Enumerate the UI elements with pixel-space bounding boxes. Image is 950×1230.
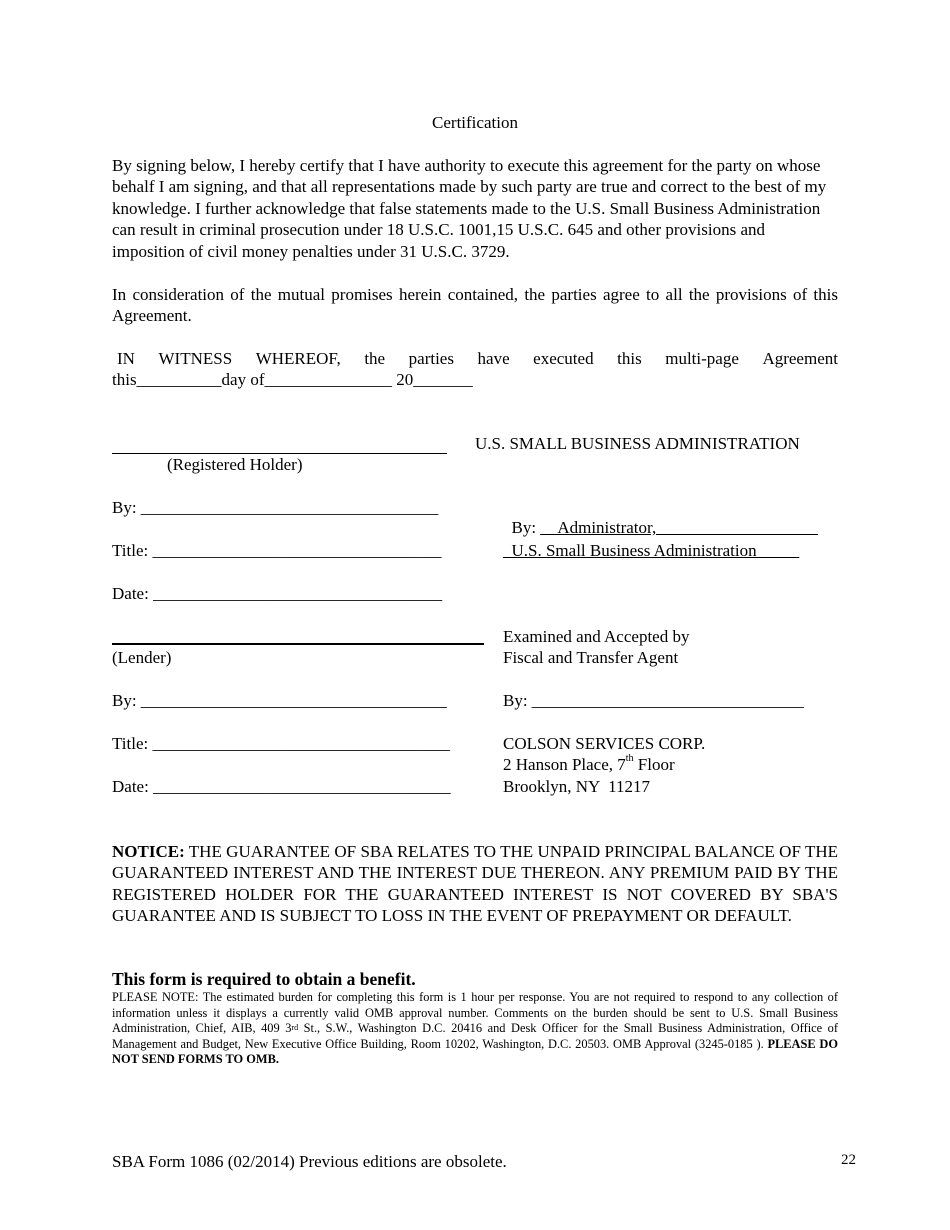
witness-word: WITNESS: [158, 349, 233, 368]
sba-by-value: __Administrator,___________________: [540, 518, 818, 537]
burden-warning: PLEASE DO NOT SEND FORMS TO OMB.: [112, 1036, 839, 1067]
burden-text-1: PLEASE NOTE: The estimated burden for completing this form is 1 hour per response. You are not required to respond to any collection of information unless it displays a currently valid OMB approval number. Comments on the burden should be sent to U.S. Small Business Administration, Chief, AIB, 409 3: [112, 990, 838, 1036]
sba-heading: U.S. SMALL BUSINESS ADMINISTRATION: [475, 434, 800, 453]
benefit-heading: This form is required to obtain a benefit.: [112, 969, 416, 989]
burden-text-2: St., S.W., Washington D.C. 20416 and Desk Officer for the Small Business Administration, Office of Management and Budget, New Executive Office Building, Room 10202, Washington, D.C. 20503. OMB Approval (3245-0185 ).: [112, 1021, 838, 1051]
lender-title-field[interactable]: Title: ___________________________________: [112, 734, 450, 753]
registered-holder-signature-line[interactable]: [112, 453, 447, 454]
sba-by-label: By:: [511, 518, 541, 537]
notice-paragraph: [112, 841, 838, 927]
lender-by-field[interactable]: By: ____________________________________: [112, 691, 447, 710]
witness-word: Agreement: [762, 349, 838, 368]
agent-name: COLSON SERVICES CORP.: [503, 734, 706, 753]
notice-text: THE GUARANTEE OF SBA RELATES TO THE UNPAID PRINCIPAL BALANCE OF THE GUARANTEED INTEREST AND THE INTEREST DUE THEREON. ANY PREMIUM PAID BY THE REGISTERED HOLDER FOR THE GUARANTEED INTEREST IS NOT COVERED BY SBA'S GUARANTEE AND IS SUBJECT TO LOSS IN THE EVENT OF PREPAYMENT OR DEFAULT.: [112, 842, 838, 926]
lender-date-field[interactable]: Date: ___________________________________: [112, 777, 451, 796]
witness-word: IN: [117, 349, 135, 368]
notice-label: NOTICE:: [112, 842, 185, 861]
burden-ordinal: rd: [291, 1023, 299, 1033]
sba-by-field: [503, 498, 818, 538]
witness-word: parties: [408, 349, 454, 368]
holder-by-field[interactable]: By: ___________________________________: [112, 498, 439, 517]
agent-address-floor: Floor: [633, 755, 675, 774]
certification-heading: Certification: [432, 113, 518, 132]
lender-label: (Lender): [112, 648, 172, 667]
witness-word: have: [477, 349, 510, 368]
form-identifier: SBA Form 1086 (02/2014) Previous editions are obsolete.: [112, 1152, 507, 1171]
witness-word: this: [617, 349, 642, 368]
consideration-paragraph: In consideration of the mutual promises herein contained, the parties agree to all the provisions of this Agreement.: [112, 285, 838, 326]
holder-date-field[interactable]: Date: __________________________________: [112, 584, 443, 603]
lender-signature-line[interactable]: [112, 643, 484, 645]
witness-word: WHEREOF,: [255, 349, 341, 368]
certification-paragraph: By signing below, I hereby certify that I have authority to execute this agreement for the party on whose behalf I am signing, and that all representations made by such party are true and correct to the best of my knowledge. I further acknowledge that false statements made to the U.S. Small Business Administration can result in criminal prosecution under 18 U.S.C. 1001,15 U.S.C. 645 and other provisions and imposition of civil money penalties under 31 U.S.C. 3729.: [112, 156, 827, 261]
witness-word: multi-page: [665, 349, 739, 368]
witness-date-line[interactable]: this__________day of_______________ 20_______: [112, 370, 473, 390]
agent-by-field[interactable]: By: ________________________________: [503, 691, 804, 710]
agent-city: Brooklyn, NY 11217: [503, 777, 651, 796]
sba-title-value: _U.S. Small Business Administration_____: [503, 541, 800, 560]
examined-line-1: Examined and Accepted by: [503, 627, 690, 646]
agent-address-street: 2 Hanson Place, 7: [503, 755, 626, 774]
examined-line-2: Fiscal and Transfer Agent: [503, 648, 679, 667]
witness-line-1: [112, 348, 838, 369]
witness-word: the: [364, 349, 386, 368]
registered-holder-label: (Registered Holder): [167, 455, 303, 474]
agent-address-ordinal: th: [625, 753, 634, 764]
holder-title-field[interactable]: Title: __________________________________: [112, 541, 442, 560]
witness-clause: [112, 348, 838, 391]
page-number: 22: [841, 1152, 856, 1168]
witness-word: executed: [533, 349, 594, 368]
agent-address: [503, 755, 675, 775]
burden-statement: [112, 990, 838, 1068]
